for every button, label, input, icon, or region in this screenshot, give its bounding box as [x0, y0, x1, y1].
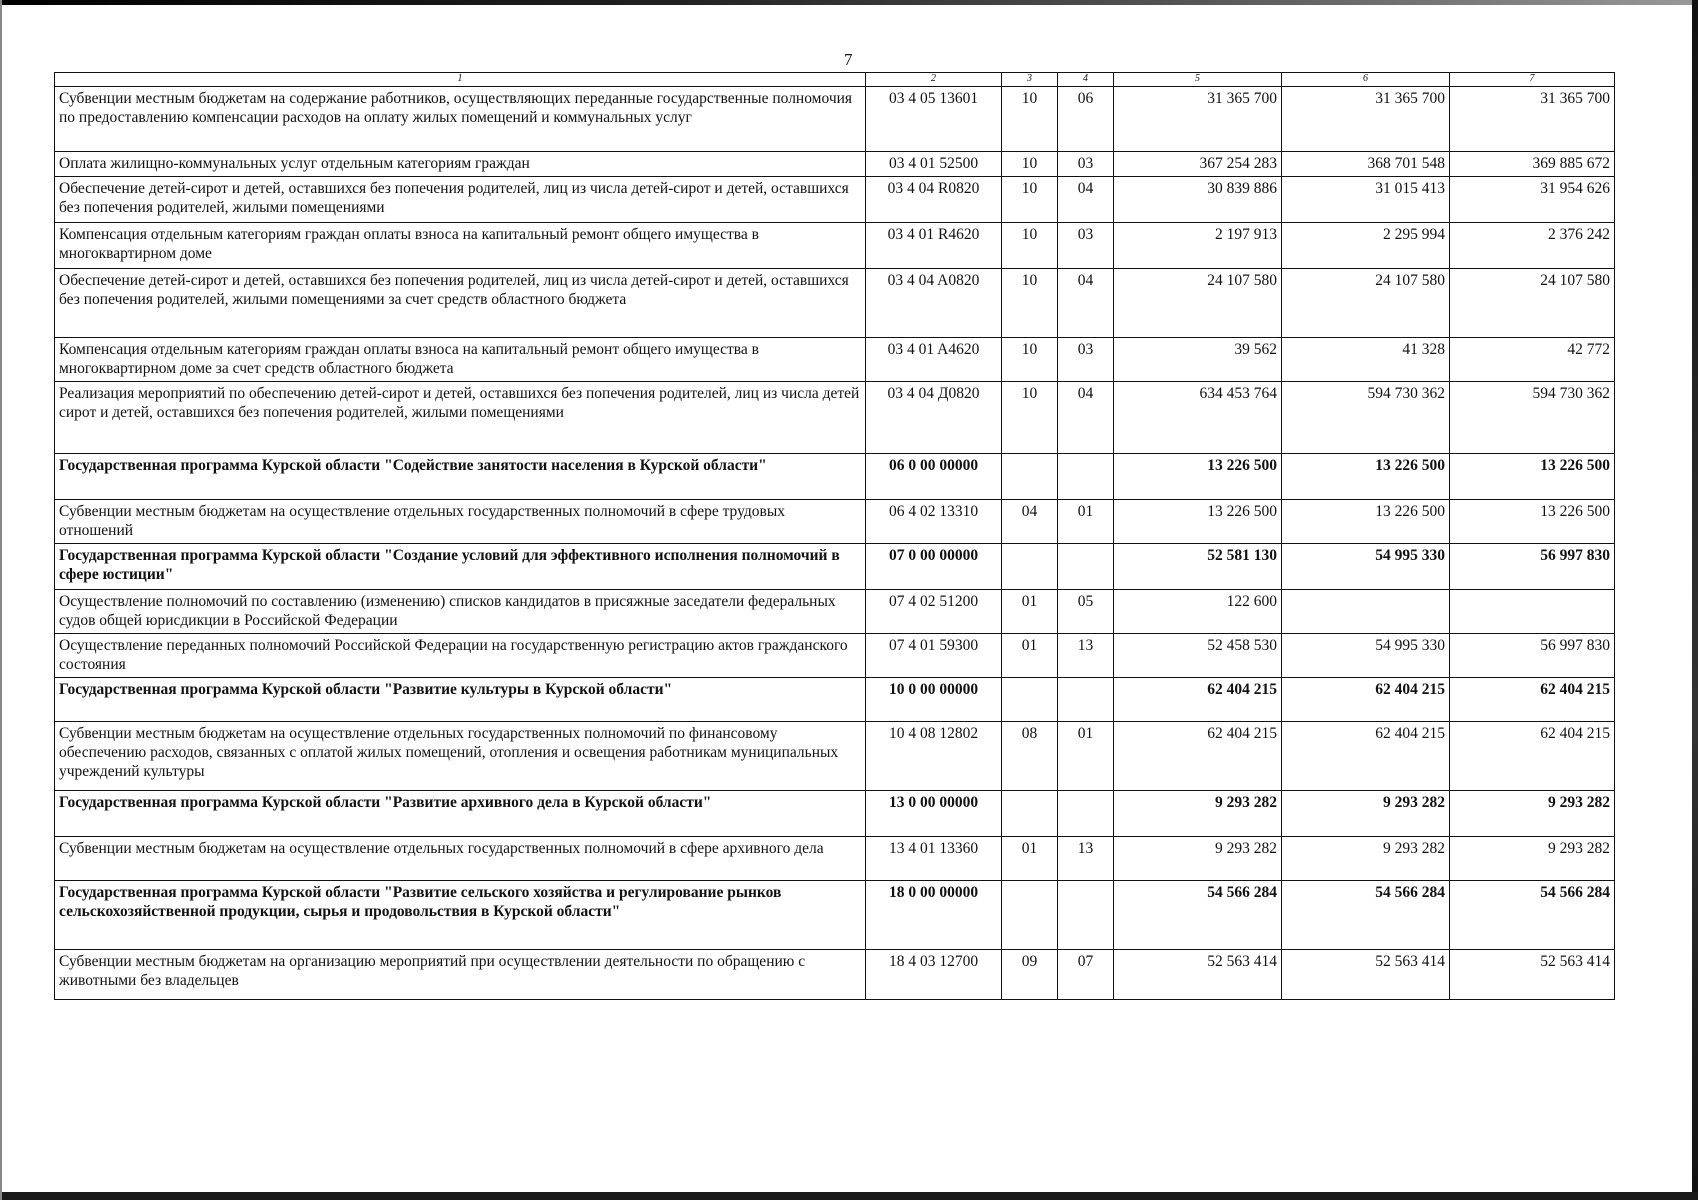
- row-code: 03 4 01 R4620: [866, 223, 1002, 269]
- row-subsection: 13: [1058, 837, 1114, 881]
- row-value-2026: 9 293 282: [1450, 837, 1615, 881]
- row-code: 03 4 04 A0820: [866, 269, 1002, 338]
- row-value-2026: 594 730 362: [1450, 382, 1615, 454]
- row-section: 10: [1002, 338, 1058, 382]
- row-name: Субвенции местным бюджетам на осуществление отдельных государственных полномочий по финансовому обеспечению расходов, связанных с оплатой жилых помещений, отопления и освещения работникам муниципальных учреждений культуры: [55, 722, 866, 791]
- row-value-2026: 24 107 580: [1450, 269, 1615, 338]
- row-subsection: 03: [1058, 152, 1114, 177]
- program-row: [55, 881, 1615, 950]
- row-section: [1002, 791, 1058, 837]
- scan-edge-left: [0, 0, 2, 1200]
- row-subsection: [1058, 544, 1114, 590]
- row-value-2025: 54 566 284: [1282, 881, 1450, 950]
- row-code: 03 4 05 13601: [866, 87, 1002, 152]
- row-name: Реализация мероприятий по обеспечению детей-сирот и детей, оставшихся без попечения родителей, лиц из числа детей сирот и детей, оставшихся без попечения родителей, жилыми помещениями: [55, 382, 866, 454]
- row-value-2025: 368 701 548: [1282, 152, 1450, 177]
- row-section: 10: [1002, 382, 1058, 454]
- row-section: 01: [1002, 590, 1058, 634]
- table-row: [55, 152, 1615, 177]
- row-value-2025: 24 107 580: [1282, 269, 1450, 338]
- row-name: Осуществление полномочий по составлению (изменению) списков кандидатов в присяжные заседатели федеральных судов общей юрисдикции в Российской Федерации: [55, 590, 866, 634]
- row-name: Субвенции местным бюджетам на содержание работников, осуществляющих переданные государственные полномочия по предоставлению компенсации расходов на оплату жилых помещений и коммунальных услуг: [55, 87, 866, 152]
- column-number-2: 2: [866, 73, 1002, 87]
- row-subsection: [1058, 791, 1114, 837]
- table-row: [55, 837, 1615, 881]
- row-value-2025: 62 404 215: [1282, 678, 1450, 722]
- column-number-6: 6: [1282, 73, 1450, 87]
- row-value-2025: 31 365 700: [1282, 87, 1450, 152]
- table-row: [55, 338, 1615, 382]
- row-value-2026: 13 226 500: [1450, 500, 1615, 544]
- budget-table: [54, 72, 1615, 1000]
- table-row: [55, 950, 1615, 1000]
- column-number-3: 3: [1002, 73, 1058, 87]
- row-value-2025: 594 730 362: [1282, 382, 1450, 454]
- row-value-2025: 9 293 282: [1282, 791, 1450, 837]
- row-value-2024: 367 254 283: [1114, 152, 1282, 177]
- scan-edge-right: [1692, 0, 1698, 1200]
- row-value-2025: 2 295 994: [1282, 223, 1450, 269]
- row-value-2026: 9 293 282: [1450, 791, 1615, 837]
- row-section: 10: [1002, 177, 1058, 223]
- row-section: 09: [1002, 950, 1058, 1000]
- row-section: 10: [1002, 223, 1058, 269]
- row-section: 04: [1002, 500, 1058, 544]
- row-name: Государственная программа Курской области "Развитие сельского хозяйства и регулирование рынков сельскохозяйственной продукции, сырья и продовольствия в Курской области": [55, 881, 866, 950]
- row-subsection: 13: [1058, 634, 1114, 678]
- row-code: 18 4 03 12700: [866, 950, 1002, 1000]
- row-subsection: 06: [1058, 87, 1114, 152]
- table-row: [55, 87, 1615, 152]
- row-value-2026: 369 885 672: [1450, 152, 1615, 177]
- row-name: Обеспечение детей-сирот и детей, оставшихся без попечения родителей, лиц из числа детей-сирот и детей, оставшихся без попечения родителей, жилыми помещениями за счет средств областного бюджета: [55, 269, 866, 338]
- row-value-2024: 122 600: [1114, 590, 1282, 634]
- row-value-2024: 9 293 282: [1114, 837, 1282, 881]
- row-code: 03 4 01 A4620: [866, 338, 1002, 382]
- row-value-2026: 42 772: [1450, 338, 1615, 382]
- column-number-7: 7: [1450, 73, 1615, 87]
- table-row: [55, 500, 1615, 544]
- table-row: [55, 722, 1615, 791]
- row-subsection: 04: [1058, 269, 1114, 338]
- row-subsection: 03: [1058, 338, 1114, 382]
- row-value-2026: 13 226 500: [1450, 454, 1615, 500]
- row-name: Осуществление переданных полномочий Российской Федерации на государственную регистрацию актов гражданского состояния: [55, 634, 866, 678]
- row-section: [1002, 454, 1058, 500]
- row-code: 07 4 01 59300: [866, 634, 1002, 678]
- row-value-2024: 634 453 764: [1114, 382, 1282, 454]
- row-subsection: 05: [1058, 590, 1114, 634]
- row-subsection: 03: [1058, 223, 1114, 269]
- row-value-2024: 24 107 580: [1114, 269, 1282, 338]
- row-subsection: [1058, 881, 1114, 950]
- row-value-2024: 39 562: [1114, 338, 1282, 382]
- row-value-2025: 13 226 500: [1282, 500, 1450, 544]
- column-number-4: 4: [1058, 73, 1114, 87]
- row-value-2026: 31 954 626: [1450, 177, 1615, 223]
- row-section: 01: [1002, 837, 1058, 881]
- row-value-2026: 52 563 414: [1450, 950, 1615, 1000]
- row-subsection: 04: [1058, 177, 1114, 223]
- row-code: 10 0 00 00000: [866, 678, 1002, 722]
- row-value-2026: 54 566 284: [1450, 881, 1615, 950]
- row-name: Компенсация отдельным категориям граждан оплаты взноса на капитальный ремонт общего имущества в многоквартирном доме за счет средств областного бюджета: [55, 338, 866, 382]
- row-subsection: 07: [1058, 950, 1114, 1000]
- row-code: 03 4 04 Д0820: [866, 382, 1002, 454]
- row-value-2024: 2 197 913: [1114, 223, 1282, 269]
- row-code: 13 0 00 00000: [866, 791, 1002, 837]
- row-value-2024: 13 226 500: [1114, 500, 1282, 544]
- program-row: [55, 454, 1615, 500]
- program-row: [55, 791, 1615, 837]
- row-value-2026: 56 997 830: [1450, 544, 1615, 590]
- row-value-2024: 62 404 215: [1114, 678, 1282, 722]
- row-name: Компенсация отдельным категориям граждан оплаты взноса на капитальный ремонт общего имущества в многоквартирном доме: [55, 223, 866, 269]
- row-value-2024: 52 563 414: [1114, 950, 1282, 1000]
- program-row: [55, 544, 1615, 590]
- row-value-2026: 62 404 215: [1450, 678, 1615, 722]
- row-section: [1002, 678, 1058, 722]
- table-row: [55, 177, 1615, 223]
- row-subsection: 04: [1058, 382, 1114, 454]
- row-name: Субвенции местным бюджетам на осуществление отдельных государственных полномочий в сфере архивного дела: [55, 837, 866, 881]
- row-value-2025: 54 995 330: [1282, 544, 1450, 590]
- scan-edge-bottom: [0, 1192, 1698, 1200]
- scan-edge-top: [0, 0, 1698, 5]
- table-row: [55, 382, 1615, 454]
- row-value-2026: 31 365 700: [1450, 87, 1615, 152]
- column-number-5: 5: [1114, 73, 1282, 87]
- row-value-2024: 9 293 282: [1114, 791, 1282, 837]
- row-section: [1002, 881, 1058, 950]
- row-name: Субвенции местным бюджетам на организацию мероприятий при осуществлении деятельности по обращению с животными без владельцев: [55, 950, 866, 1000]
- row-value-2026: 62 404 215: [1450, 722, 1615, 791]
- row-subsection: [1058, 678, 1114, 722]
- table-row: [55, 223, 1615, 269]
- row-code: 07 0 00 00000: [866, 544, 1002, 590]
- row-code: 03 4 01 52500: [866, 152, 1002, 177]
- table-row: [55, 269, 1615, 338]
- row-section: 10: [1002, 87, 1058, 152]
- row-code: 06 4 02 13310: [866, 500, 1002, 544]
- row-value-2024: 62 404 215: [1114, 722, 1282, 791]
- row-name: Субвенции местным бюджетам на осуществление отдельных государственных полномочий в сфере трудовых отношений: [55, 500, 866, 544]
- row-value-2026: [1450, 590, 1615, 634]
- row-value-2024: 30 839 886: [1114, 177, 1282, 223]
- row-section: 08: [1002, 722, 1058, 791]
- row-name: Государственная программа Курской области "Создание условий для эффективного исполнения полномочий в сфере юстиции": [55, 544, 866, 590]
- page-number: 7: [844, 50, 853, 69]
- row-subsection: [1058, 454, 1114, 500]
- row-value-2024: 54 566 284: [1114, 881, 1282, 950]
- row-value-2024: 52 581 130: [1114, 544, 1282, 590]
- table-row: [55, 590, 1615, 634]
- row-section: 10: [1002, 152, 1058, 177]
- row-value-2025: 31 015 413: [1282, 177, 1450, 223]
- program-row: [55, 678, 1615, 722]
- row-name: Обеспечение детей-сирот и детей, оставшихся без попечения родителей, лиц из числа детей-сирот и детей, оставшихся без попечения родителей, жилыми помещениями: [55, 177, 866, 223]
- row-value-2026: 56 997 830: [1450, 634, 1615, 678]
- row-code: 10 4 08 12802: [866, 722, 1002, 791]
- row-name: Оплата жилищно-коммунальных услуг отдельным категориям граждан: [55, 152, 866, 177]
- row-value-2024: 13 226 500: [1114, 454, 1282, 500]
- row-name: Государственная программа Курской области "Содействие занятости населения в Курской области": [55, 454, 866, 500]
- column-number-row: [55, 73, 1615, 87]
- row-value-2025: 9 293 282: [1282, 837, 1450, 881]
- row-code: 07 4 02 51200: [866, 590, 1002, 634]
- row-value-2025: [1282, 590, 1450, 634]
- row-code: 13 4 01 13360: [866, 837, 1002, 881]
- column-number-1: 1: [55, 73, 866, 87]
- row-code: 18 0 00 00000: [866, 881, 1002, 950]
- row-name: Государственная программа Курской области "Развитие архивного дела в Курской области": [55, 791, 866, 837]
- row-value-2026: 2 376 242: [1450, 223, 1615, 269]
- row-name: Государственная программа Курской области "Развитие культуры в Курской области": [55, 678, 866, 722]
- table-row: [55, 634, 1615, 678]
- row-value-2024: 31 365 700: [1114, 87, 1282, 152]
- row-value-2025: 13 226 500: [1282, 454, 1450, 500]
- row-code: 06 0 00 00000: [866, 454, 1002, 500]
- row-section: [1002, 544, 1058, 590]
- row-section: 01: [1002, 634, 1058, 678]
- row-code: 03 4 04 R0820: [866, 177, 1002, 223]
- row-subsection: 01: [1058, 500, 1114, 544]
- row-value-2024: 52 458 530: [1114, 634, 1282, 678]
- row-value-2025: 54 995 330: [1282, 634, 1450, 678]
- row-value-2025: 41 328: [1282, 338, 1450, 382]
- row-value-2025: 62 404 215: [1282, 722, 1450, 791]
- row-section: 10: [1002, 269, 1058, 338]
- row-value-2025: 52 563 414: [1282, 950, 1450, 1000]
- row-subsection: 01: [1058, 722, 1114, 791]
